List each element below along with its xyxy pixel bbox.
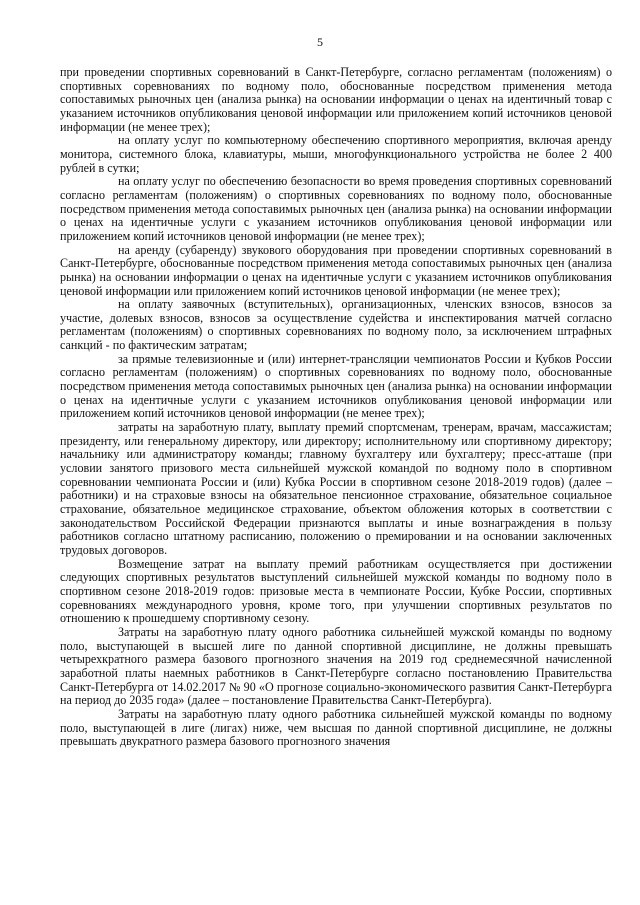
paragraph-entry-fees: на оплату заявочных (вступительных), организационных, членских взносов, взносов за участие, долевых взносов, взносов за осуществление судейства и инспектирования матчей согласно регламентам (положениям) о спортивных соревнованиях по водному поло, за исключением штрафных санкций - по фактическим затратам; [60,297,612,353]
paragraph-salary-limit-higher-league: Затраты на заработную плату одного работника сильнейшей мужской команды по водному поло, выступающей в высшей лиге по данной спортивной дисциплине, не должны превышать четырехкратного размера базового прогнозного значения на 2019 год среднемесячной начисленной заработной платы наемных работников в Санкт-Петербурге согласно постановлению Правительства Санкт-Петербурга от 14.02.2017 № 90 «О прогнозе социально-экономического развития Санкт-Петербурга на период до 2035 года» (далее – постановление Правительства Санкт-Петербурга). [60,624,612,708]
paragraph-sport-events-purchases: при проведении спортивных соревнований в Санкт-Петербурге, согласно регламентам (положениям) о спортивных соревнованиях по водному поло, обоснованные посредством применения метода сопоставимых рыночных цен (анализа рынка) на основании информации о ценах на идентичный товар с указанием источников опубликования ценовой информации или приложением копий источников ценовой информации (не менее трех); [60,65,612,134]
document-body [60,66,612,749]
paragraph-bonus-reimbursement: Возмещение затрат на выплату премий работникам осуществляется при достижении следующих спортивных результатов выступлений сильнейшей мужской команды по водному поло в спортивном сезоне 2018-2019 годов: призовые места в чемпионате России, Кубке России, спортивных соревнованиях международного уровня, кроме того, при улучшении спортивных результатов по отношению к прошедшему спортивному сезону. [60,556,612,626]
paragraph-sound-equipment-rent: на аренду (субаренду) звукового оборудования при проведении спортивных соревнований в Санкт-Петербурге, обоснованные посредством применения метода сопоставимых рыночных цен (анализа рынка) на основании информации о ценах на идентичные услуги с указанием источников опубликования ценовой информации или приложением копий источников ценовой информации (не менее трех); [60,242,612,298]
paragraph-tv-broadcasts: за прямые телевизионные и (или) интернет-трансляции чемпионатов России и Кубков России согласно регламентам (положениям) о спортивных соревнованиях по водному поло, обоснованные посредством применения метода сопоставимых рыночных цен (анализа рынка) на основании информации о ценах на идентичные услуги с указанием источников опубликования ценовой информации или приложением копий источников ценовой информации (не менее трех); [60,351,612,421]
paragraph-salary-limit-lower-league: Затраты на заработную плату одного работника сильнейшей мужской команды по водному поло, выступающей в лиге (лигах) ниже, чем высшая по данной спортивной дисциплине, не должны превышать двукратного размера базового прогнозного значения [60,706,612,749]
paragraph-computer-support: на оплату услуг по компьютерному обеспечению спортивного мероприятия, включая аренду монитора, системного блока, клавиатуры, мыши, многофункционального устройства не более 2 400 рублей в сутки; [60,133,612,175]
paragraph-security-services: на оплату услуг по обеспечению безопасности во время проведения спортивных соревнований согласно регламентам (положениям) о спортивных соревнованиях по водному поло, обоснованные посредством применения метода сопоставимых рыночных цен (анализа рынка) на основании информации о ценах на идентичные услуги с указанием источников опубликования ценовой информации или приложением копий источников ценовой информации (не менее трех); [60,174,612,243]
paragraph-salary-costs: затраты на заработную плату, выплату премий спортсменам, тренерам, врачам, массажистам; президенту, или генеральному директору, или директору; исполнительному или спортивному директору; начальнику или администратору команды; главному бухгалтеру или бухгалтеру; пресс-атташе (при условии занятого призового места сильнейшей мужской командой по водному поло в спортивном соревновании чемпионата России и (или) Кубка России в спортивном сезоне 2018-2019 годов) (далее – работники) и на страховые взносы на обязательное пенсионное страхование, обязательное социальное страхование, обязательное медицинское страхование, объектом обложения которых в соответствии с законодательством Российской Федерации признаются выплаты и иные вознаграждения в пользу работников согласно штатному расписанию, положению о премировании и на основании заключенных трудовых договоров. [60,420,612,557]
page-number: 5 [317,35,323,49]
